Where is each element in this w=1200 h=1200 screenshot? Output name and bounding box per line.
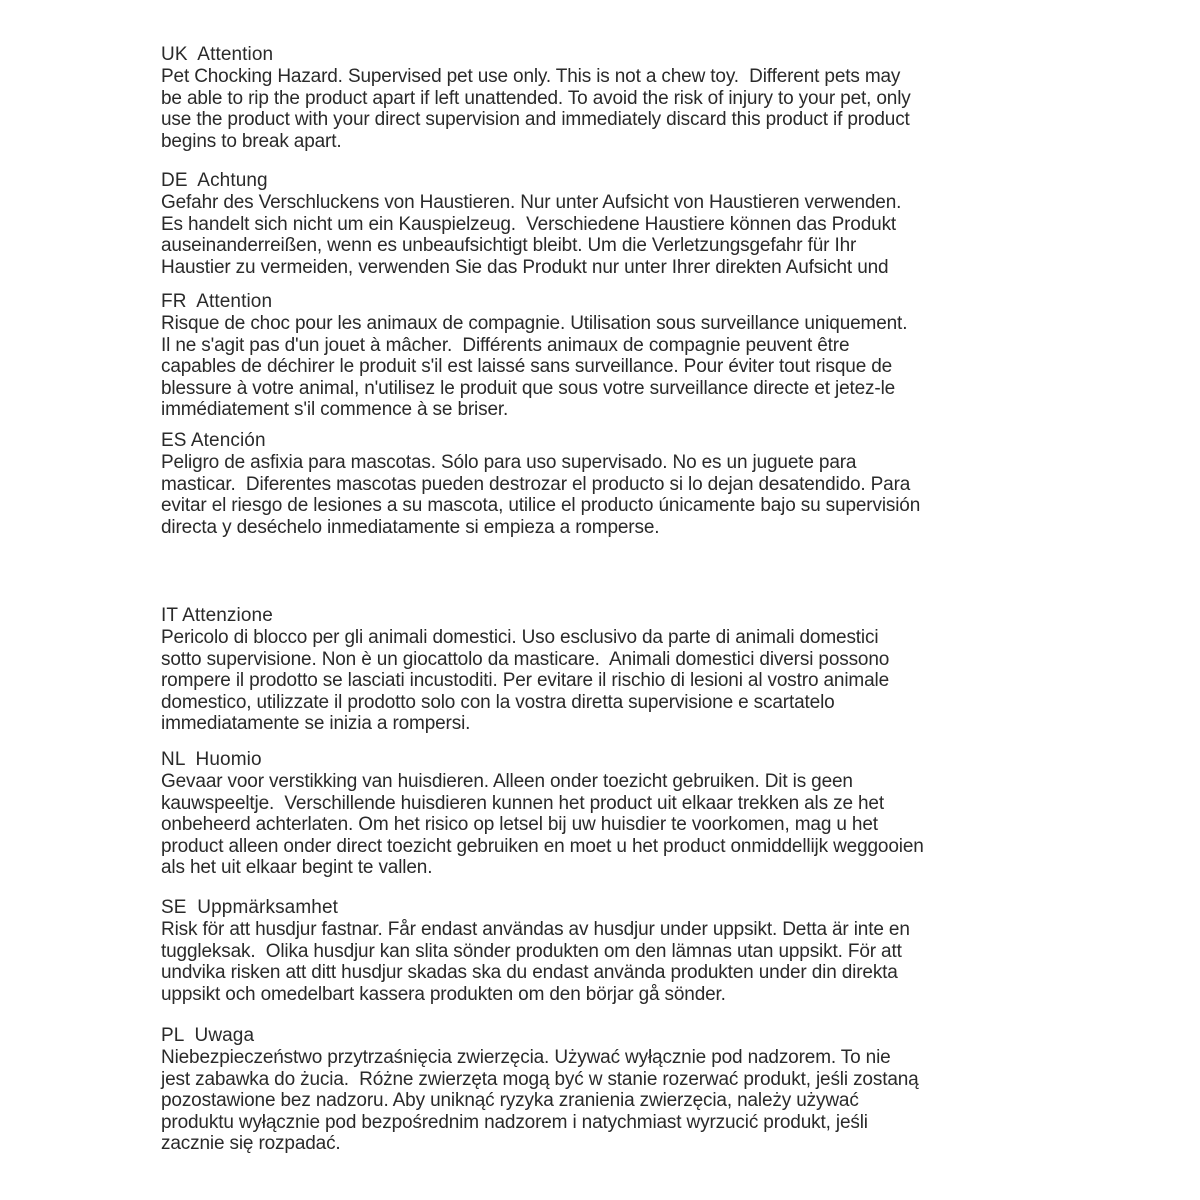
text-line: pozostawione bez nadzoru. Aby uniknąć ryzyka zranienia zwierzęcia, należy używać [161,1090,859,1112]
section-heading: ES Atención [161,430,266,451]
text-line: immediatamente se inizia a rompersi. [161,713,471,735]
text-line: Pericolo di blocco per gli animali domestici. Uso esclusivo da parte di animali domestici [161,627,879,648]
section-se [161,897,1061,1005]
text-line: tuggleksak. Olika husdjur kan slita sönder produkten om den lämnas utan uppsikt. För att [161,940,902,962]
section-heading: DE Achtung [161,170,268,191]
section-heading: PL Uwaga [161,1025,255,1046]
section-heading: IT Attenzione [161,605,273,626]
text-line: Es handelt sich nicht um ein Kauspielzeug. Verschiedene Haustiere können das Produkt [161,213,897,235]
section-heading: UK Attention [161,44,274,65]
text-line: undvika risken att ditt husdjur skadas ska du endast använda produkten under din direkta [161,962,898,984]
section-heading: NL Huomio [161,749,262,770]
text-line: Gevaar voor verstikking van huisdieren. Alleen onder toezicht gebruiken. Dit is geen [161,771,853,792]
text-line: uppsikt och omedelbart kassera produkten om den börjar gå sönder. [161,983,726,1005]
text-line: Niebezpieczeństwo przytrzaśnięcia zwierzęcia. Używać wyłącznie pod nadzorem. To nie [161,1047,891,1068]
section-fr [161,291,1061,421]
text-line: onbeheerd achterlaten. Om het risico op letsel bij uw huisdier te voorkomen, mag u het [161,814,878,836]
text-line: auseinanderreißen, wenn es unbeaufsichtigt bleibt. Um die Verletzungsgefahr für Ihr [161,235,857,257]
text-line: directa y deséchelo inmediatamente si empieza a romperse. [161,516,660,538]
section-heading: SE Uppmärksamhet [161,897,338,918]
text-line: begins to break apart. [161,130,342,152]
text-line: evitar el riesgo de lesiones a su mascota, utilice el producto únicamente bajo su supervisión [161,495,921,517]
section-de [161,170,1061,278]
text-line: be able to rip the product apart if left unattended. To avoid the risk of injury to your pet, only [161,87,911,109]
text-line: Peligro de asfixia para mascotas. Sólo para uso supervisado. No es un juguete para [161,452,857,473]
text-line: capables de déchirer le produit s'il est laissé sans surveillance. Pour éviter tout risque de [161,356,893,378]
text-line: blessure à votre animal, n'utilisez le produit que sous votre surveillance directe et jetez-le [161,377,896,399]
text-line: Gefahr des Verschluckens von Haustieren. Nur unter Aufsicht von Haustieren verwenden. [161,192,902,213]
text-line: Haustier zu vermeiden, verwenden Sie das Produkt nur unter Ihrer direkten Aufsicht und [161,256,889,278]
text-line: jest zabawka do żucia. Różne zwierzęta mogą być w stanie rozerwać produkt, jeśli zostaną [161,1068,919,1090]
text-line: masticar. Diferentes mascotas pueden destrozar el producto si lo dejan desatendido. Para [161,473,911,495]
text-line: product alleen onder direct toezicht gebruiken en moet u het product onmiddellijk weggooien [161,835,924,857]
section-it [161,605,1061,735]
text-line: als het uit elkaar begint te vallen. [161,857,433,879]
text-line: Risk för att husdjur fastnar. Får endast användas av husdjur under uppsikt. Detta är inte en [161,919,910,940]
text-line: rompere il prodotto se lasciati incustoditi. Per evitare il rischio di lesioni al vostro animale [161,670,889,692]
text-line: zacznie się rozpadać. [161,1133,341,1155]
text-line: immédiatement s'il commence à se briser. [161,399,509,421]
text-line: Il ne s'agit pas d'un jouet à mâcher. Différents animaux de compagnie peuvent être [161,334,850,356]
section-es [161,430,1061,538]
text-line: Pet Chocking Hazard. Supervised pet use only. This is not a chew toy. Different pets may [161,66,901,87]
section-pl [161,1025,1061,1155]
text-line: use the product with your direct supervision and immediately discard this product if product [161,109,910,131]
text-line: Risque de choc pour les animaux de compagnie. Utilisation sous surveillance uniquement. [161,313,908,334]
text-line: domestico, utilizzate il prodotto solo con la vostra diretta supervisione e scartatelo [161,691,835,713]
section-nl [161,749,1061,879]
section-heading: FR Attention [161,291,273,312]
text-line: sotto supervisione. Non è un giocattolo da masticare. Animali domestici diversi possono [161,648,890,670]
text-line: produktu wyłącznie pod bezpośrednim nadzorem i natychmiast wyrzucić produkt, jeśli [161,1111,868,1133]
section-uk [161,44,1061,152]
text-line: kauwspeeltje. Verschillende huisdieren kunnen het product uit elkaar trekken als ze het [161,792,884,814]
